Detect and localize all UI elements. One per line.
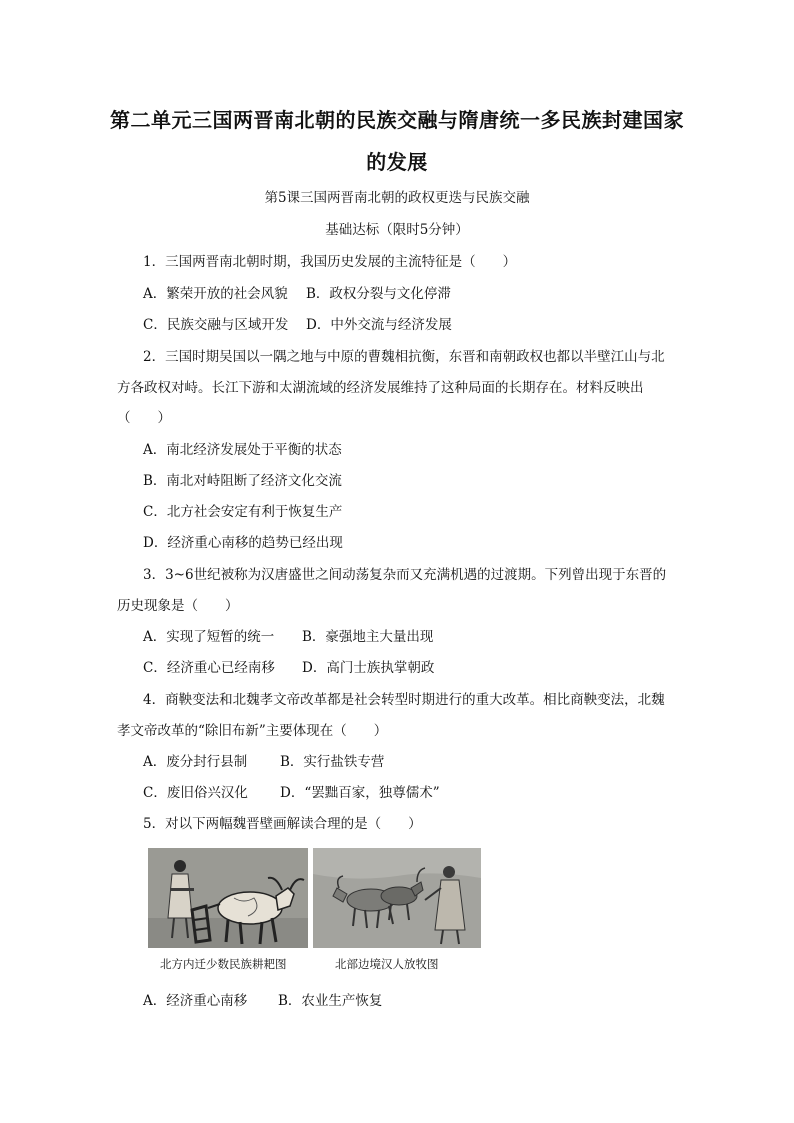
question-2-stem-line-3: （ ） [117, 410, 171, 426]
unit-title-line-2: 的发展 [366, 150, 428, 174]
question-4-stem-line-2: 孝文帝改革的“除旧布新”主要体现在（ ） [117, 723, 388, 739]
question-4-option-d: D．“罢黜百家，独尊儒术” [280, 785, 440, 801]
question-3-option-d: D．高门士族执掌朝政 [302, 660, 435, 676]
question-3-option-b: B．豪强地主大量出现 [302, 629, 434, 645]
question-3-option-c: C．经济重心已经南移 [143, 660, 275, 676]
mural-plowing-caption: 北方内迁少数民族耕耙图 [160, 957, 287, 971]
mural-herding-image [313, 848, 481, 948]
question-3-stem-line-2: 历史现象是（ ） [117, 598, 239, 614]
question-1-option-c: C．民族交融与区域开发 [143, 317, 289, 333]
lesson-title: 第5课三国两晋南北朝的政权更迭与民族交融 [264, 190, 530, 206]
question-1-option-d: D．中外交流与经济发展 [306, 317, 452, 333]
unit-title-line-1: 第二单元三国两晋南北朝的民族交融与隋唐统一多民族封建国家 [110, 108, 684, 132]
question-4-option-a: A．废分封行县制 [143, 754, 248, 770]
question-5-option-a: A．经济重心南移 [143, 993, 248, 1009]
question-2-stem-line-1: 2．三国时期吴国以一隅之地与中原的曹魏相抗衡，东晋和南朝政权也都以半壁江山与北 [143, 349, 665, 365]
mural-herding-caption: 北部边境汉人放牧图 [335, 957, 439, 971]
section-title: 基础达标（限时5分钟） [325, 222, 469, 238]
question-4-option-c: C．废旧俗兴汉化 [143, 785, 248, 801]
question-4-stem-line-1: 4．商鞅变法和北魏孝文帝改革都是社会转型时期进行的重大改革。相比商鞅变法，北魏 [143, 692, 665, 708]
question-2-option-d: D．经济重心南移的趋势已经出现 [143, 535, 343, 551]
question-2-option-c: C．北方社会安定有利于恢复生产 [143, 504, 343, 520]
mural-plowing-illustration [148, 848, 308, 948]
question-3-option-a: A．实现了短暂的统一 [143, 629, 275, 645]
mural-plowing-image [148, 848, 308, 948]
question-1-option-b: B．政权分裂与文化停滞 [306, 286, 451, 302]
question-2-option-b: B．南北对峙阻断了经济文化交流 [143, 473, 342, 489]
question-2-option-a: A．南北经济发展处于平衡的状态 [143, 442, 342, 458]
question-1-stem: 1．三国两晋南北朝时期，我国历史发展的主流特征是（ ） [143, 254, 517, 270]
question-1-option-a: A．繁荣开放的社会风貌 [143, 286, 288, 302]
mural-herding-illustration [313, 848, 481, 948]
question-5-stem: 5．对以下两幅魏晋壁画解读合理的是（ ） [143, 816, 422, 832]
question-3-stem-line-1: 3．3~6世纪被称为汉唐盛世之间动荡复杂而又充满机遇的过渡期。下列曾出现于东晋的 [143, 567, 667, 583]
question-2-stem-line-2: 方各政权对峙。长江下游和太湖流域的经济发展维持了这种局面的长期存在。材料反映出 [117, 380, 644, 396]
question-5-option-b: B．农业生产恢复 [278, 993, 383, 1009]
question-4-option-b: B．实行盐铁专营 [280, 754, 385, 770]
